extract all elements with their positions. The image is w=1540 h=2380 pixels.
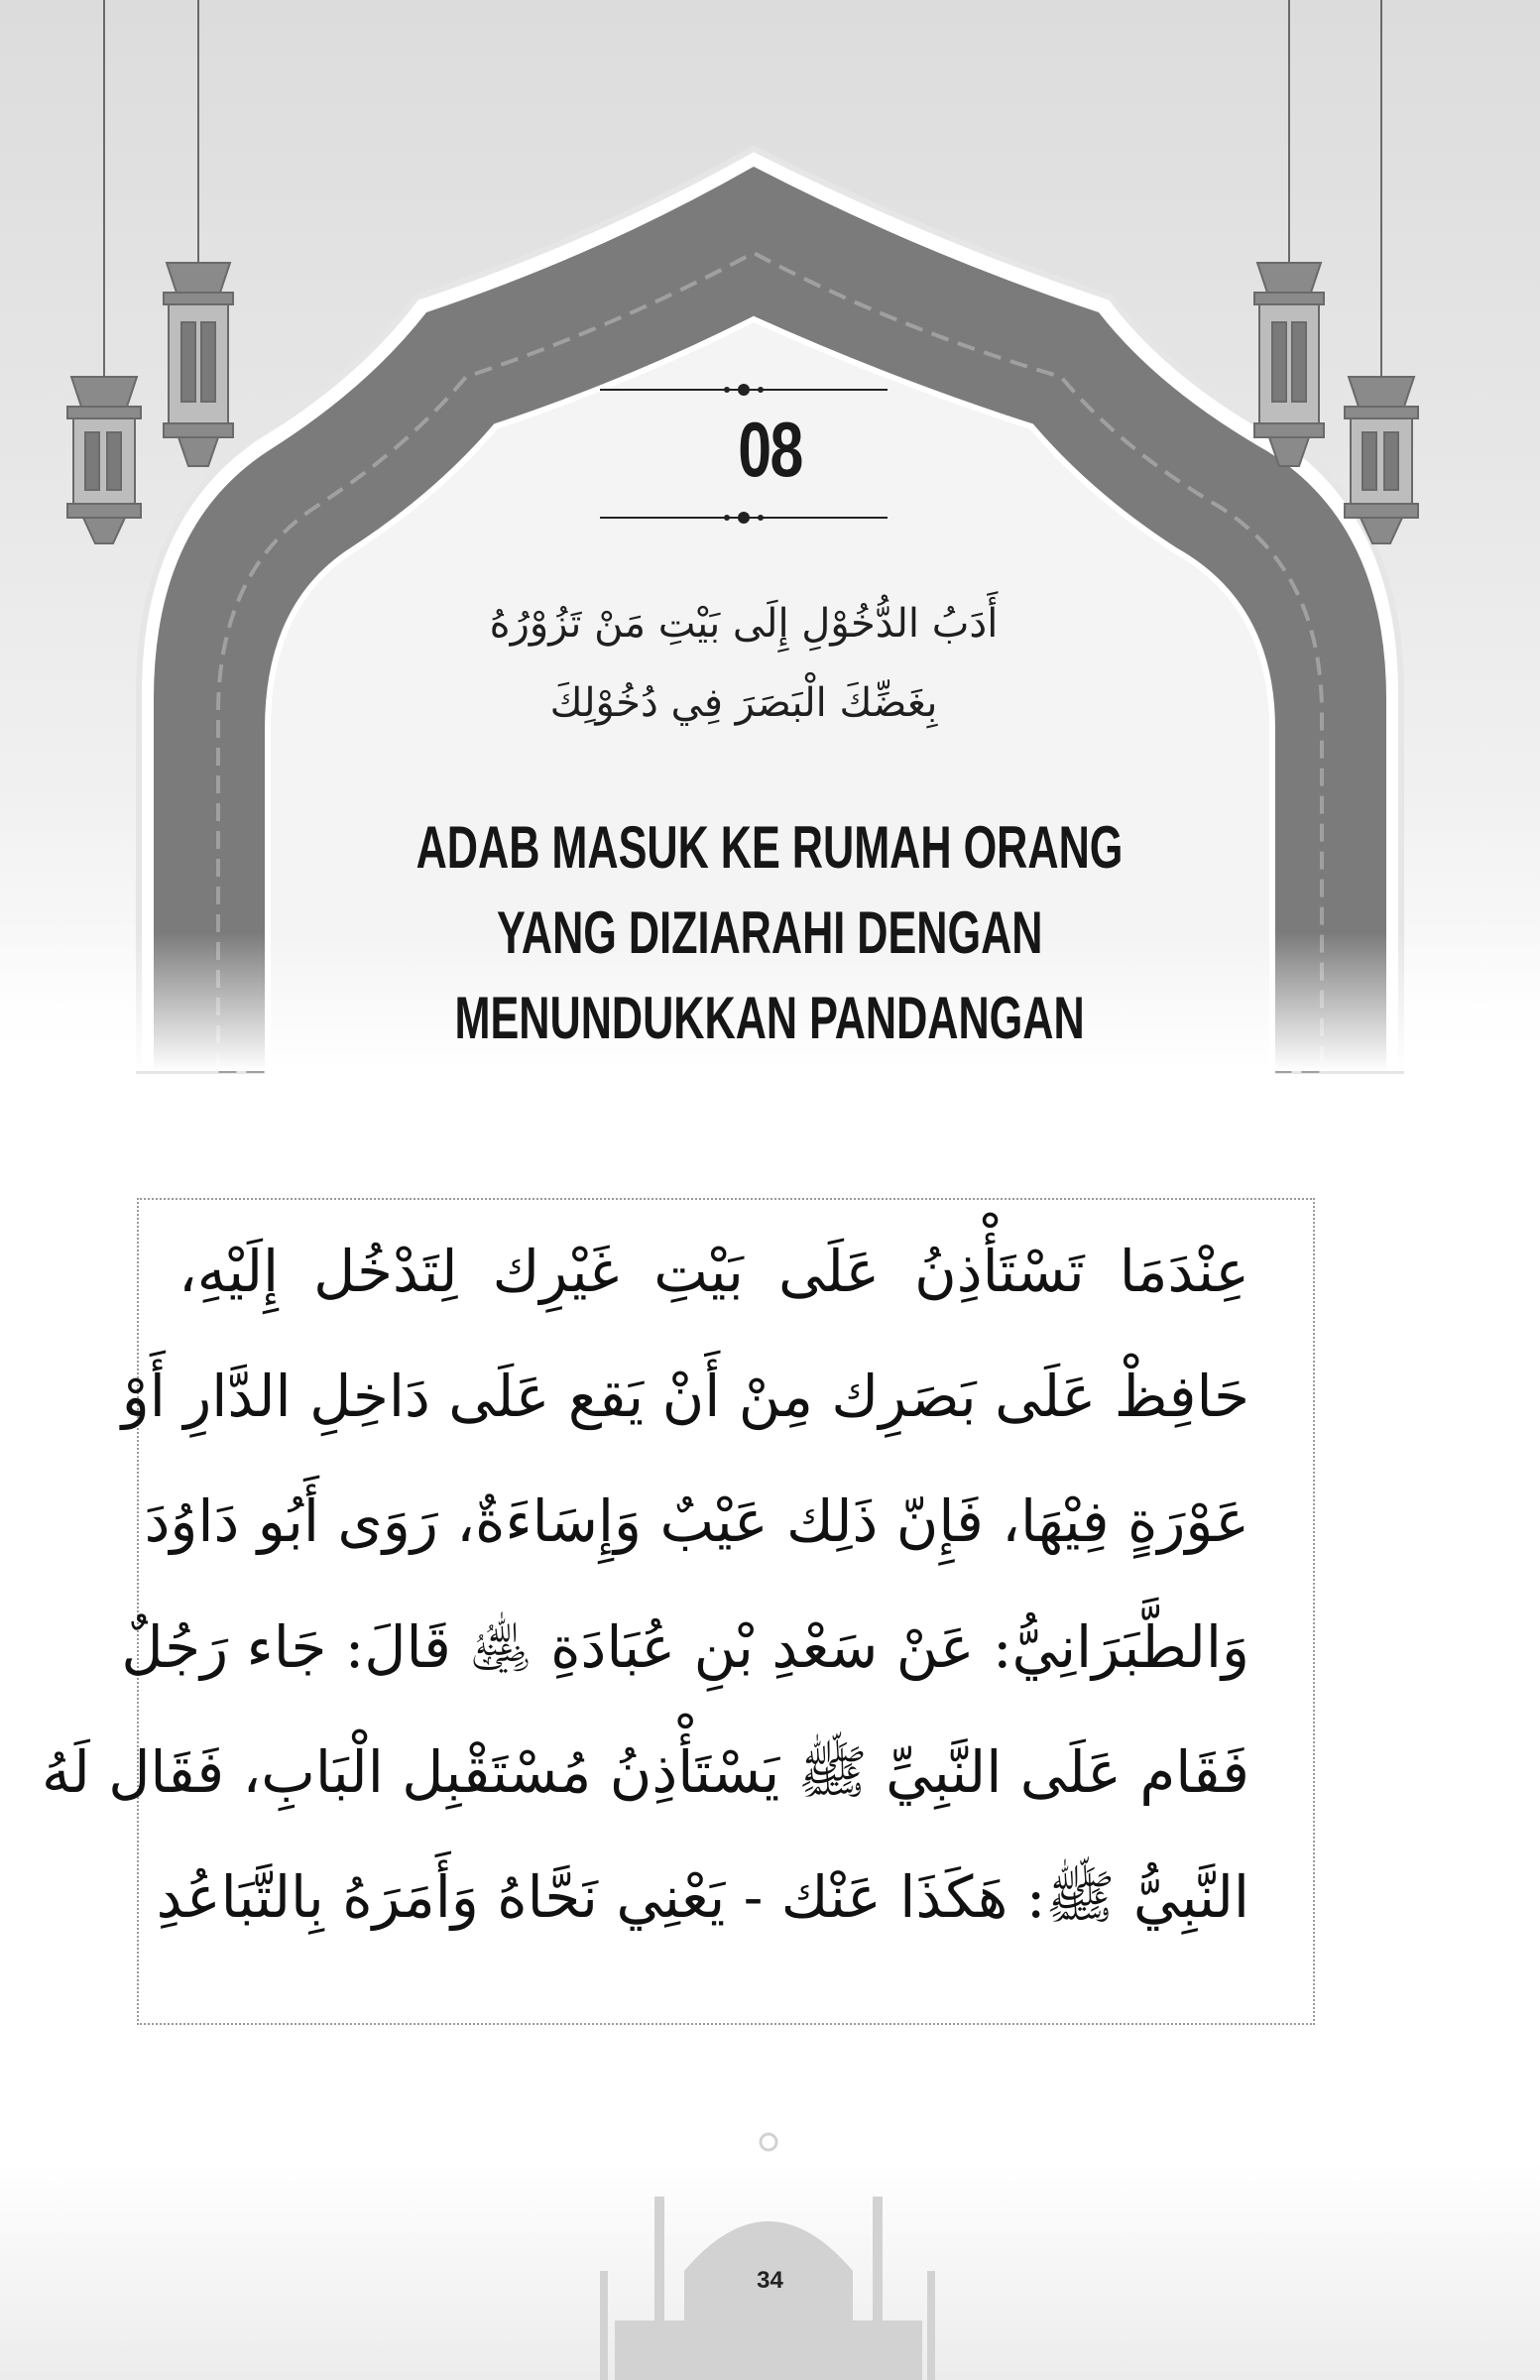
mosque-silhouette-icon xyxy=(600,2134,935,2380)
hanging-lantern-icon xyxy=(67,0,141,543)
latin-title-text-2: YANG DIZIARAHI DENGAN xyxy=(496,899,1043,966)
arabic-title-line-1: أَدَبُ الدُّخُوْلِ إِلَى بَيْتِ مَنْ تَزُوْرُهُ xyxy=(489,601,999,647)
latin-title-text-3: MENUNDUKKAN PANDANGAN xyxy=(454,985,1085,1051)
chapter-number: 08 xyxy=(738,406,802,493)
page-number: 34 xyxy=(757,2267,783,2294)
latin-title-line-1 xyxy=(274,805,1265,891)
hanging-lantern-icon xyxy=(164,0,233,466)
latin-title-text-1: ADAB MASUK KE RUMAH ORANG xyxy=(415,814,1124,881)
body-line-2: حَافِظْ عَلَى بَصَرِك مِنْ أَنْ يَقع عَلَى دَاخِلِ الدَّارِ أَوْ xyxy=(121,1363,1249,1430)
body-line-3: عَوْرَةٍ فِيْهَا، فَإِنّ ذَلِك عَيْبٌ وَإِسَاءَةٌ، رَوَى أَبُو دَاوُدَ xyxy=(144,1488,1249,1555)
latin-title-line-2 xyxy=(274,891,1265,976)
body-line-4: وَالطَّبَرَانِيُّ: عَنْ سَعْدِ بْنِ عُبَادَةِ ﵁ قَالَ: جَاء رَجُلٌ xyxy=(121,1613,1249,1681)
body-line-1: عِنْدَمَا تَسْتَأْذِنُ عَلَى بَيْتِ غَيْرِك لِتَدْخُل إِلَيْهِ، xyxy=(178,1238,1249,1305)
hanging-lantern-icon xyxy=(1254,0,1324,466)
body-line-5: فَقَام عَلَى النَّبِيِّ ﷺ يَسْتَأْذِنُ مُسْتَقْبِل الْبَابِ، فَقَال لَهُ xyxy=(42,1738,1249,1806)
arabic-title-line-2: بِغَضِّكَ الْبَصَرَ فِي دُخُوْلِكَ xyxy=(549,680,938,726)
body-line-6: النَّبِيُّ ﷺ: هَكَذَا عَنْك - يَعْنِي نَحَّاهُ وَأَمَرَهُ بِالتَّبَاعُدِ xyxy=(156,1863,1249,1931)
latin-title-line-3 xyxy=(274,976,1265,1061)
